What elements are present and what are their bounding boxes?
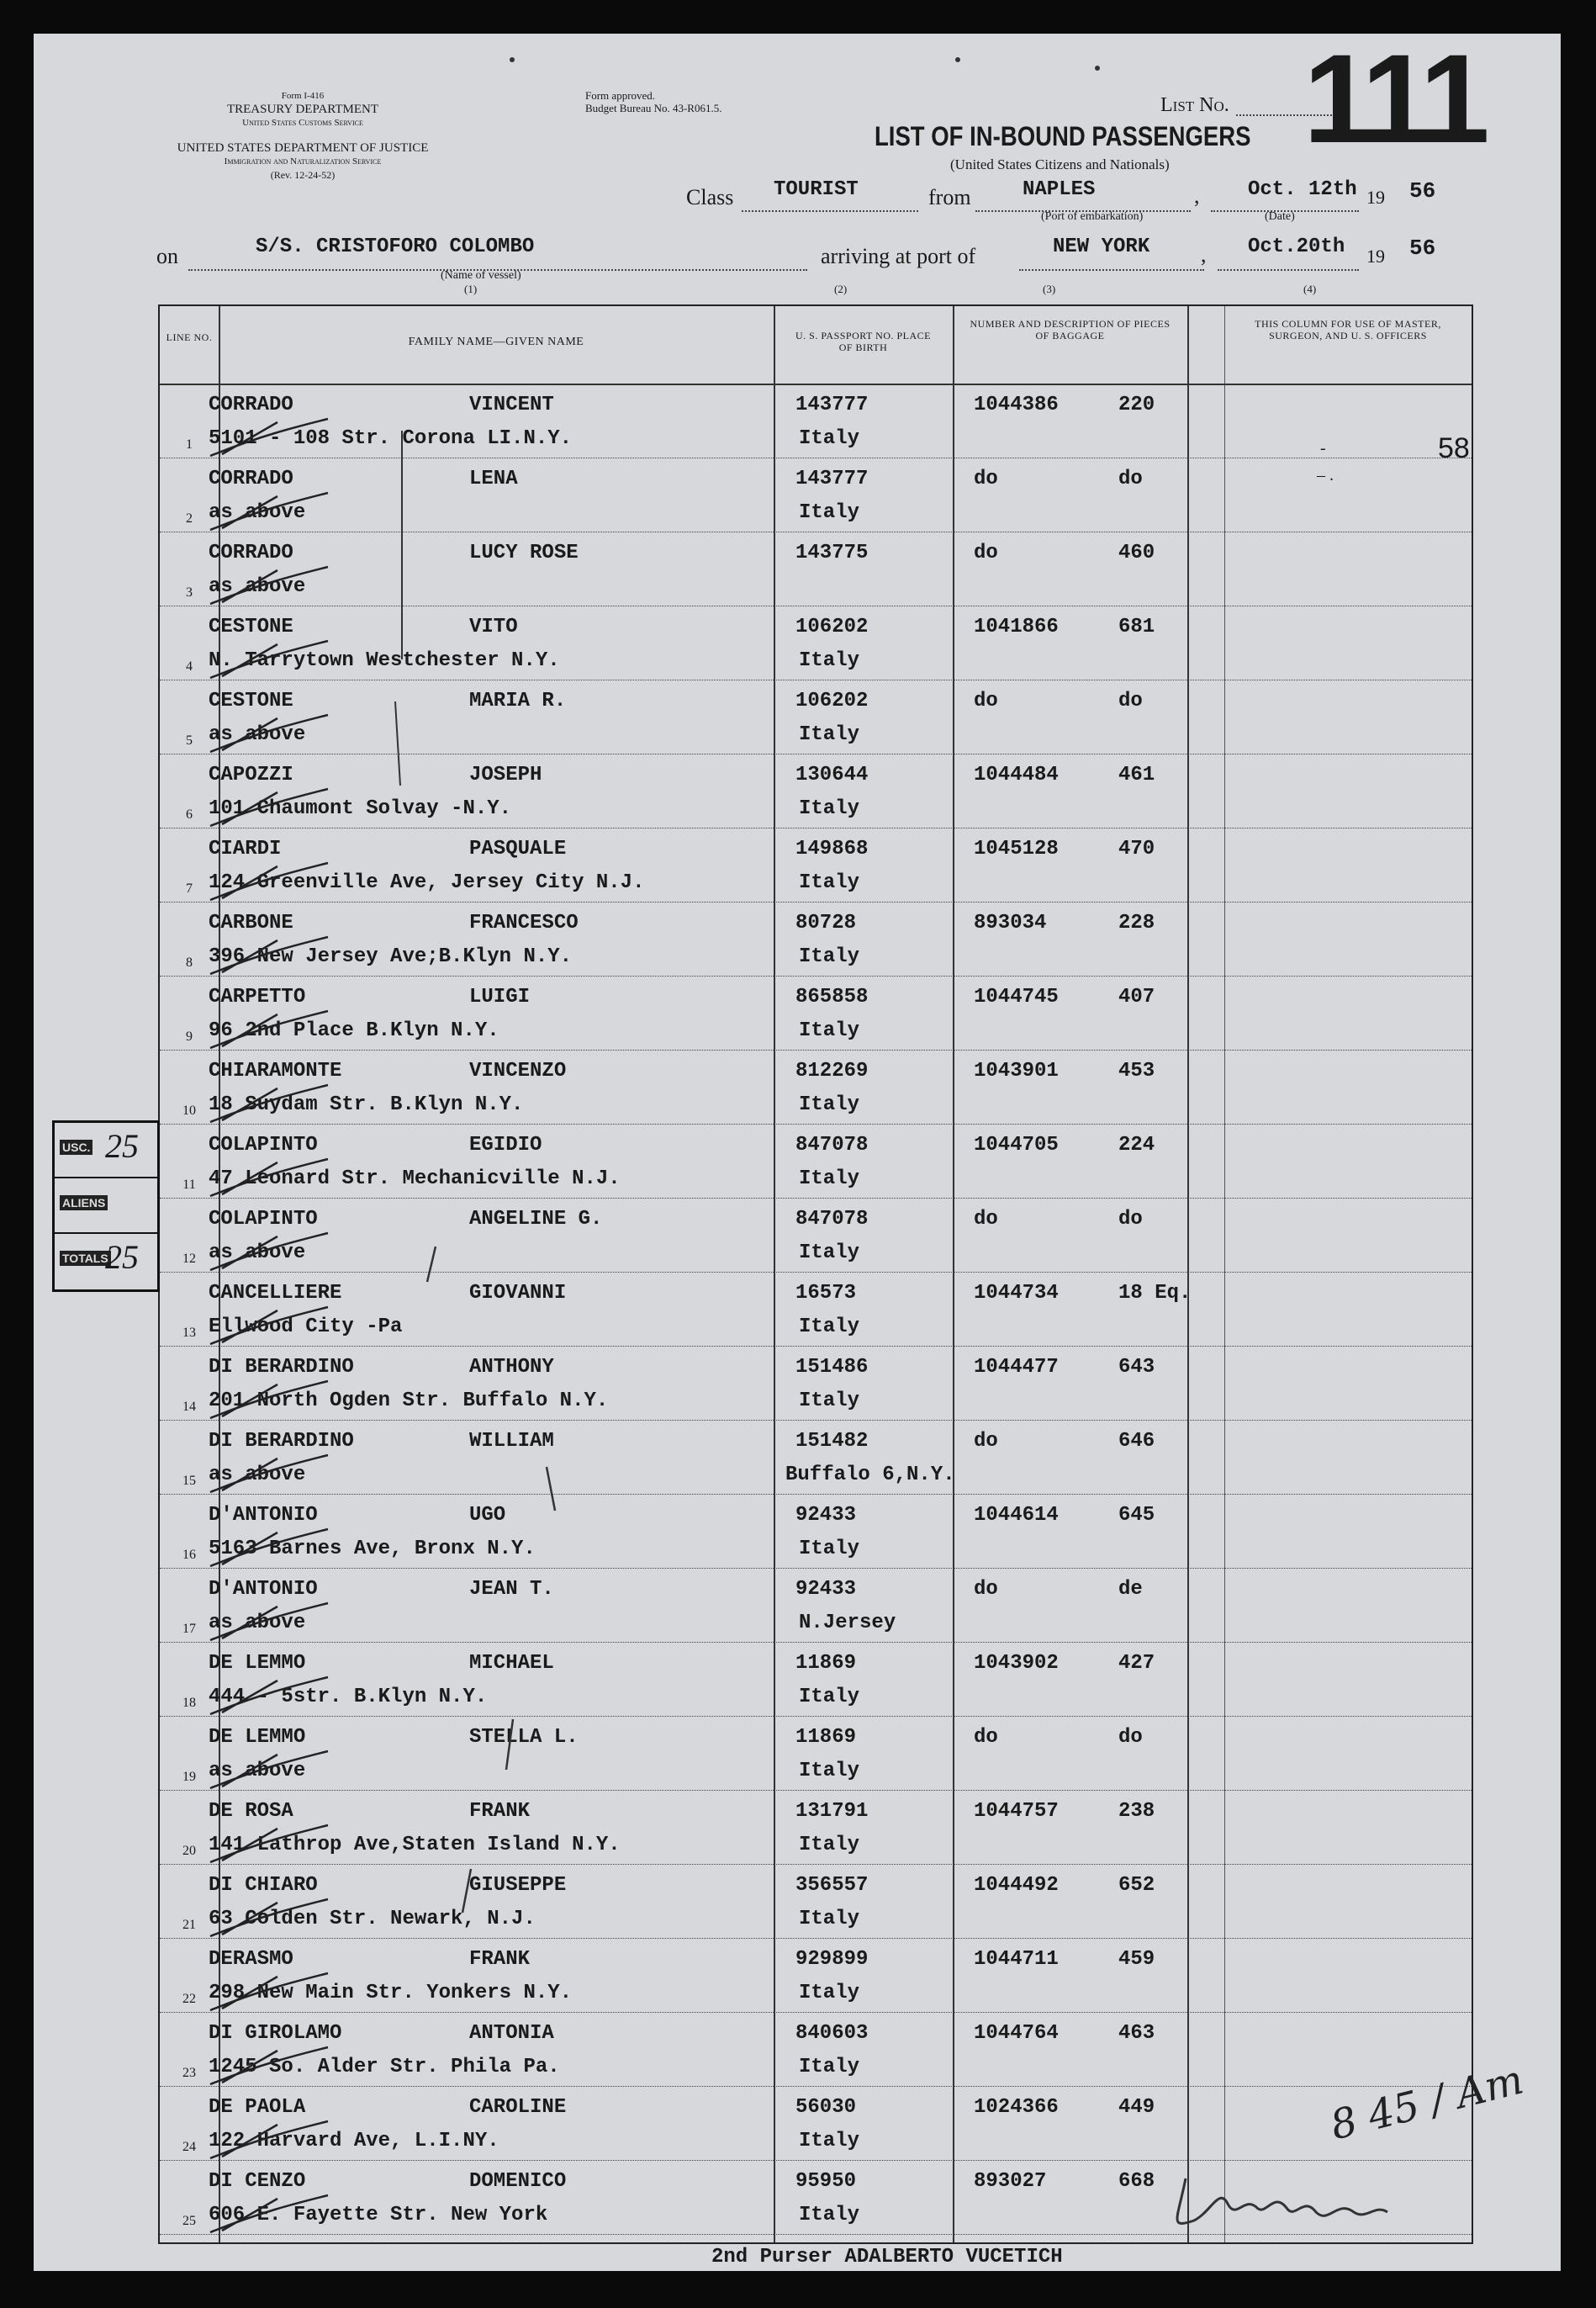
baggage-pieces: 460 [1118,542,1155,564]
line-number: 19 [182,1770,196,1784]
baggage-number: 1044614 [974,1504,1059,1527]
place-of-birth: Buffalo 6,N.Y. [785,1464,955,1486]
arrive-date: Oct.20th [1248,236,1345,258]
from-label: from [928,185,971,209]
check-mark [210,2047,328,2084]
dept-immigration: Immigration and Naturalization Service [224,156,382,167]
baggage-number: do [974,542,998,564]
family-name: CHIARAMONTE [209,1060,342,1083]
family-name: CORRADO [209,394,293,416]
place-of-birth: Italy [799,1167,860,1190]
place-of-birth: Italy [799,1315,860,1338]
passport-number: 56030 [795,2096,857,2119]
check-mark [210,715,328,752]
address: 298 New Main Str. Yonkers N.Y. [209,1982,573,2004]
dept-justice: UNITED STATES DEPARTMENT OF JUSTICE [177,141,429,155]
place-of-birth: Italy [799,2056,860,2078]
punch-dot [955,57,960,62]
line-number: 3 [186,585,193,600]
line-number: 4 [186,659,193,674]
place-of-birth: N.Jersey [799,1612,896,1634]
place-of-birth: Italy [799,1686,860,1708]
totals-stamp [52,1120,160,1292]
address: 444 - 5str. B.Klyn N.Y. [209,1686,488,1708]
place-of-birth: Italy [799,1538,860,1560]
check-mark [210,863,328,900]
address: as above [209,1464,306,1486]
check-mark [210,1011,328,1048]
given-name: LUCY ROSE [469,542,579,564]
passport-number: 840603 [795,2022,869,2045]
baggage-pieces: do [1118,1726,1143,1749]
address: 63 Colden Str. Newark, N.J. [209,1908,536,1930]
col-header-officers: THIS COLUMN FOR USE OF MASTER, SURGEON, AND U. S. OFFICERS [1255,318,1441,341]
place-of-birth: Italy [799,1019,860,1042]
passport-number: 847078 [795,1208,869,1231]
baggage-number: 1044705 [974,1134,1059,1157]
page-title: LIST OF IN-BOUND PASSENGERS [875,121,1251,151]
baggage-number: 1044764 [974,2022,1059,2045]
family-name: D'ANTONIO [209,1578,318,1601]
place-of-birth: Italy [799,501,860,524]
family-name: DE LEMMO [209,1726,306,1749]
stamp-label-aliens: ALIENS [60,1195,108,1210]
baggage-number: do [974,1726,998,1749]
baggage-pieces: 646 [1118,1430,1155,1453]
place-of-birth: Italy [799,1241,860,1264]
year-prefix-1: 19 [1366,187,1385,208]
line-number: 2 [186,511,193,526]
stamp-row-totals [55,1234,157,1288]
line-number: 24 [182,2140,196,2154]
check-mark [210,1159,328,1196]
baggage-number: 1044734 [974,1282,1059,1305]
address: 5163 Barnes Ave, Bronx N.Y. [209,1538,536,1560]
given-name: FRANCESCO [469,912,579,934]
form-revision: (Rev. 12-24-52) [270,169,336,181]
col-num-3: (3) [1043,283,1056,295]
given-name: VITO [469,616,518,638]
line-number: 16 [182,1548,196,1562]
baggage-number: 893027 [974,2170,1047,2193]
check-mark [210,419,328,456]
baggage-pieces: 224 [1118,1134,1155,1157]
family-name: COLAPINTO [209,1134,318,1157]
family-name: DI BERARDINO [209,1430,354,1453]
baggage-pieces: 668 [1118,2170,1155,2193]
col-num-2: (2) [834,283,848,295]
place-of-birth: Italy [799,1982,860,2004]
check-mark [210,1307,328,1344]
line-number: 9 [186,1030,193,1044]
line-number: 22 [182,1992,196,2006]
family-name: CESTONE [209,690,293,712]
list-no-value: 111 [1303,28,1485,169]
check-mark [210,1381,328,1418]
place-of-birth: Italy [799,797,860,820]
given-name: VINCENZO [469,1060,567,1083]
address: 122 Harvard Ave, L.I.NY. [209,2130,499,2152]
from-value: NAPLES [1023,178,1096,201]
stamp-row-aliens [55,1178,157,1234]
address: as above [209,723,306,746]
list-no-label: List No. [1160,94,1229,116]
given-name: DOMENICO [469,2170,567,2193]
given-name: UGO [469,1504,506,1527]
line-number: 13 [182,1326,196,1340]
given-name: ANTONIA [469,2022,554,2045]
line-number: 14 [182,1400,196,1414]
passport-number: 11869 [795,1652,857,1675]
baggage-pieces: 18 Eq. [1118,1282,1192,1305]
family-name: CARPETTO [209,986,306,1008]
passport-number: 92433 [795,1504,857,1527]
line-number: 21 [182,1918,196,1932]
officer-note: 58 [1438,432,1470,464]
passport-number: 143775 [795,542,869,564]
family-name: DE LEMMO [209,1652,306,1675]
given-name: LUIGI [469,986,531,1008]
line-number: 18 [182,1696,196,1710]
baggage-pieces: 470 [1118,838,1155,860]
check-mark [210,493,328,530]
family-name: DI GIROLAMO [209,2022,342,2045]
line-number: 25 [182,2214,196,2228]
family-name: DI CHIARO [209,1874,318,1897]
place-of-birth: Italy [799,427,860,450]
check-mark [210,937,328,974]
baggage-pieces: 220 [1118,394,1155,416]
passport-number: 130644 [795,764,869,786]
place-of-birth: Italy [799,649,860,672]
baggage-number: do [974,468,998,490]
address: 606 E. Fayette Str. New York [209,2204,548,2226]
check-mark [210,2121,328,2158]
family-name: CAPOZZI [209,764,293,786]
officer-dash: - [1320,439,1326,458]
place-of-birth: Italy [799,723,860,746]
baggage-number: do [974,690,998,712]
arrive-date-line [1218,269,1359,271]
approval-block [585,89,721,114]
check-mark [210,1825,328,1862]
baggage-pieces: 461 [1118,764,1155,786]
year-1: 56 [1409,178,1436,204]
address: Ellwood City -Pa [209,1315,403,1338]
baggage-pieces: do [1118,1208,1143,1231]
line-number: 8 [186,955,193,970]
given-name: LENA [469,468,518,490]
year-2: 56 [1409,236,1436,261]
baggage-pieces: do [1118,468,1143,490]
officer-dash: – . [1317,466,1334,484]
line-number: 5 [186,733,193,748]
family-name: DI BERARDINO [209,1356,354,1379]
place-of-birth: Italy [799,2130,860,2152]
address: 47 Leonard Str. Mechanicville N.J. [209,1167,621,1190]
passport-number: 95950 [795,2170,857,2193]
family-name: CANCELLIERE [209,1282,342,1305]
address: 201 North Ogden Str. Buffalo N.Y. [209,1390,609,1412]
col-header-passport: U. S. PASSPORT NO. PLACE OF BIRTH [795,330,931,353]
form-number: Form I-416 [281,91,325,101]
address: as above [209,575,306,598]
given-name: MICHAEL [469,1652,554,1675]
address: 96 2nd Place B.Klyn N.Y. [209,1019,499,1042]
check-mark [210,2195,328,2232]
on-label: on [156,244,178,268]
passport-number: 812269 [795,1060,869,1083]
check-mark [210,1899,328,1936]
baggage-pieces: 449 [1118,2096,1155,2119]
address: 1245 So. Alder Str. Phila Pa. [209,2056,560,2078]
given-name: WILLIAM [469,1430,554,1453]
check-mark [210,567,328,604]
place-of-birth: Italy [799,945,860,968]
address: as above [209,1241,306,1264]
year-prefix-2: 19 [1366,246,1385,267]
vessel-note: (Name of vessel) [441,269,521,282]
baggage-pieces: 645 [1118,1504,1155,1527]
stamp-value-totals: 25 [105,1238,139,1276]
baggage-number: 1044757 [974,1800,1059,1823]
place-of-birth: Italy [799,1908,860,1930]
family-name: CARBONE [209,912,293,934]
line-number: 1 [186,437,193,452]
address: as above [209,1612,306,1634]
given-name: MARIA R. [469,690,567,712]
document-page [34,28,1561,2271]
given-name: JOSEPH [469,764,542,786]
baggage-pieces: 228 [1118,912,1155,934]
depart-date: Oct. 12th [1248,178,1357,201]
passport-number: 865858 [795,986,869,1008]
stamp-label-totals: TOTALS [60,1251,111,1266]
place-of-birth: Italy [799,1834,860,1856]
baggage-pieces: 427 [1118,1652,1155,1675]
col-header-name: FAMILY NAME—GIVEN NAME [408,336,584,348]
signature-icon [1160,2162,1413,2237]
address: as above [209,501,306,524]
form-approved: Form approved. [585,89,656,102]
passport-number: 847078 [795,1134,869,1157]
baggage-pieces: 453 [1118,1060,1155,1083]
address: N. Tarrytown Westchester N.Y. [209,649,560,672]
baggage-pieces: 407 [1118,986,1155,1008]
given-name: VINCENT [469,394,554,416]
address: as above [209,1760,306,1782]
given-name: CAROLINE [469,2096,567,2119]
passport-number: 143777 [795,394,869,416]
baggage-number: do [974,1578,998,1601]
baggage-number: 1044386 [974,394,1059,416]
baggage-number: 1044492 [974,1874,1059,1897]
address: 5101 - 108 Str. Corona LI.N.Y. [209,427,573,450]
line-number: 12 [182,1252,196,1266]
check-mark [210,789,328,826]
baggage-pieces: 652 [1118,1874,1155,1897]
stamp-row-usc [55,1123,157,1178]
baggage-number: 1044484 [974,764,1059,786]
class-line [742,210,918,212]
line-number: 15 [182,1474,196,1488]
place-of-birth: Italy [799,1093,860,1116]
stamp-label-usc: USC. [60,1140,92,1155]
address: 18 Suydam Str. B.Klyn N.Y. [209,1093,524,1116]
family-name: D'ANTONIO [209,1504,318,1527]
given-name: GIUSEPPE [469,1874,567,1897]
baggage-number: 1043902 [974,1652,1059,1675]
check-mark [210,1529,328,1566]
address: 124 Greenville Ave, Jersey City N.J. [209,871,645,894]
line-number: 6 [186,807,193,822]
passport-number: 151482 [795,1430,869,1453]
line-number: 10 [182,1104,196,1118]
arrive-port: NEW YORK [1053,236,1150,258]
arriving-label: arriving at port of [821,244,976,268]
given-name: GIOVANNI [469,1282,567,1305]
address: 396 New Jersey Ave;B.Klyn N.Y. [209,945,573,968]
comma-1: , [1194,183,1200,208]
check-mark [210,1973,328,2010]
passport-number: 131791 [795,1800,869,1823]
family-name: CESTONE [209,616,293,638]
col-num-4: (4) [1303,283,1317,295]
check-mark [210,1233,328,1270]
address: 101 Chaumont Solvay -N.Y. [209,797,512,820]
check-mark [210,641,328,678]
place-of-birth: Italy [799,871,860,894]
check-marks [160,306,782,2242]
given-name: ANGELINE G. [469,1208,603,1231]
class-label: Class [686,185,734,209]
date-note: (Date) [1265,210,1295,223]
given-name: EGIDIO [469,1134,542,1157]
page-subtitle: (United States Citizens and Nationals) [950,156,1170,172]
port-embark-note: (Port of embarkation) [1041,210,1144,223]
passport-number: 149868 [795,838,869,860]
family-name: CORRADO [209,542,293,564]
family-name: CIARDI [209,838,282,860]
family-name: CORRADO [209,468,293,490]
agency-block [168,89,437,130]
check-mark [210,1085,328,1122]
baggage-pieces: 463 [1118,2022,1155,2045]
baggage-number: 1041866 [974,616,1059,638]
baggage-pieces: 459 [1118,1948,1155,1971]
comma-2: , [1201,242,1207,267]
given-name: FRANK [469,1948,531,1971]
family-name: DERASMO [209,1948,293,1971]
baggage-pieces: 643 [1118,1356,1155,1379]
given-name: ANTHONY [469,1356,554,1379]
baggage-number: 1024366 [974,2096,1059,2119]
family-name: DE PAOLA [209,2096,306,2119]
passport-number: 106202 [795,690,869,712]
given-name: JEAN T. [469,1578,554,1601]
baggage-number: 1044745 [974,986,1059,1008]
passport-number: 151486 [795,1356,869,1379]
dept-customs: United States Customs Service [242,118,363,128]
address: 141 Lathrop Ave,Staten Island N.Y. [209,1834,621,1856]
col-header-baggage: NUMBER AND DESCRIPTION OF PIECES OF BAGGAGE [970,318,1171,341]
passport-number: 80728 [795,912,857,934]
baggage-number: 1045128 [974,838,1059,860]
place-of-birth: Italy [799,1760,860,1782]
punch-dot [510,57,515,62]
passport-number: 929899 [795,1948,869,1971]
check-mark [210,1677,328,1714]
punch-dot [1095,66,1100,71]
check-mark [210,1603,328,1640]
family-name: DE ROSA [209,1800,293,1823]
passenger-table [158,304,1473,2244]
stamp-value-usc: 25 [105,1127,139,1165]
baggage-number: 1043901 [974,1060,1059,1083]
vessel-name: S/S. CRISTOFORO COLOMBO [256,236,535,258]
baggage-number: 893034 [974,912,1047,934]
purser-signature: 2nd Purser ADALBERTO VUCETICH [711,2246,1063,2268]
passport-number: 16573 [795,1282,857,1305]
baggage-pieces: 681 [1118,616,1155,638]
check-mark [210,1751,328,1788]
passport-number: 92433 [795,1578,857,1601]
passport-number: 106202 [795,616,869,638]
handwritten-note: 8 45 / Am [1325,2056,1529,2150]
baggage-number: 1044477 [974,1356,1059,1379]
given-name: STELLA L. [469,1726,579,1749]
line-number: 17 [182,1622,196,1636]
class-value: TOURIST [774,178,859,201]
arrive-port-line [1019,269,1204,271]
line-number: 20 [182,1844,196,1858]
dept-treasury: TREASURY DEPARTMENT [226,103,379,116]
vessel-num: (1) [464,283,478,295]
place-of-birth: Italy [799,1390,860,1412]
baggage-pieces: 238 [1118,1800,1155,1823]
passport-number: 356557 [795,1874,869,1897]
baggage-pieces: de [1118,1578,1143,1601]
place-of-birth: Italy [799,2204,860,2226]
baggage-number: do [974,1208,998,1231]
passport-number: 143777 [795,468,869,490]
family-name: DI CENZO [209,2170,306,2193]
given-name: FRANK [469,1800,531,1823]
family-name: COLAPINTO [209,1208,318,1231]
line-number: 7 [186,881,193,896]
line-number: 11 [182,1178,196,1192]
passport-number: 11869 [795,1726,857,1749]
baggage-number: do [974,1430,998,1453]
justice-block [151,141,454,182]
line-number: 23 [182,2066,196,2080]
baggage-number: 1044711 [974,1948,1059,1971]
col-header-line: LINE NO. [166,331,213,343]
baggage-pieces: do [1118,690,1143,712]
given-name: PASQUALE [469,838,567,860]
check-mark [210,1455,328,1492]
budget-bureau: Budget Bureau No. 43-R061.5. [585,102,722,114]
